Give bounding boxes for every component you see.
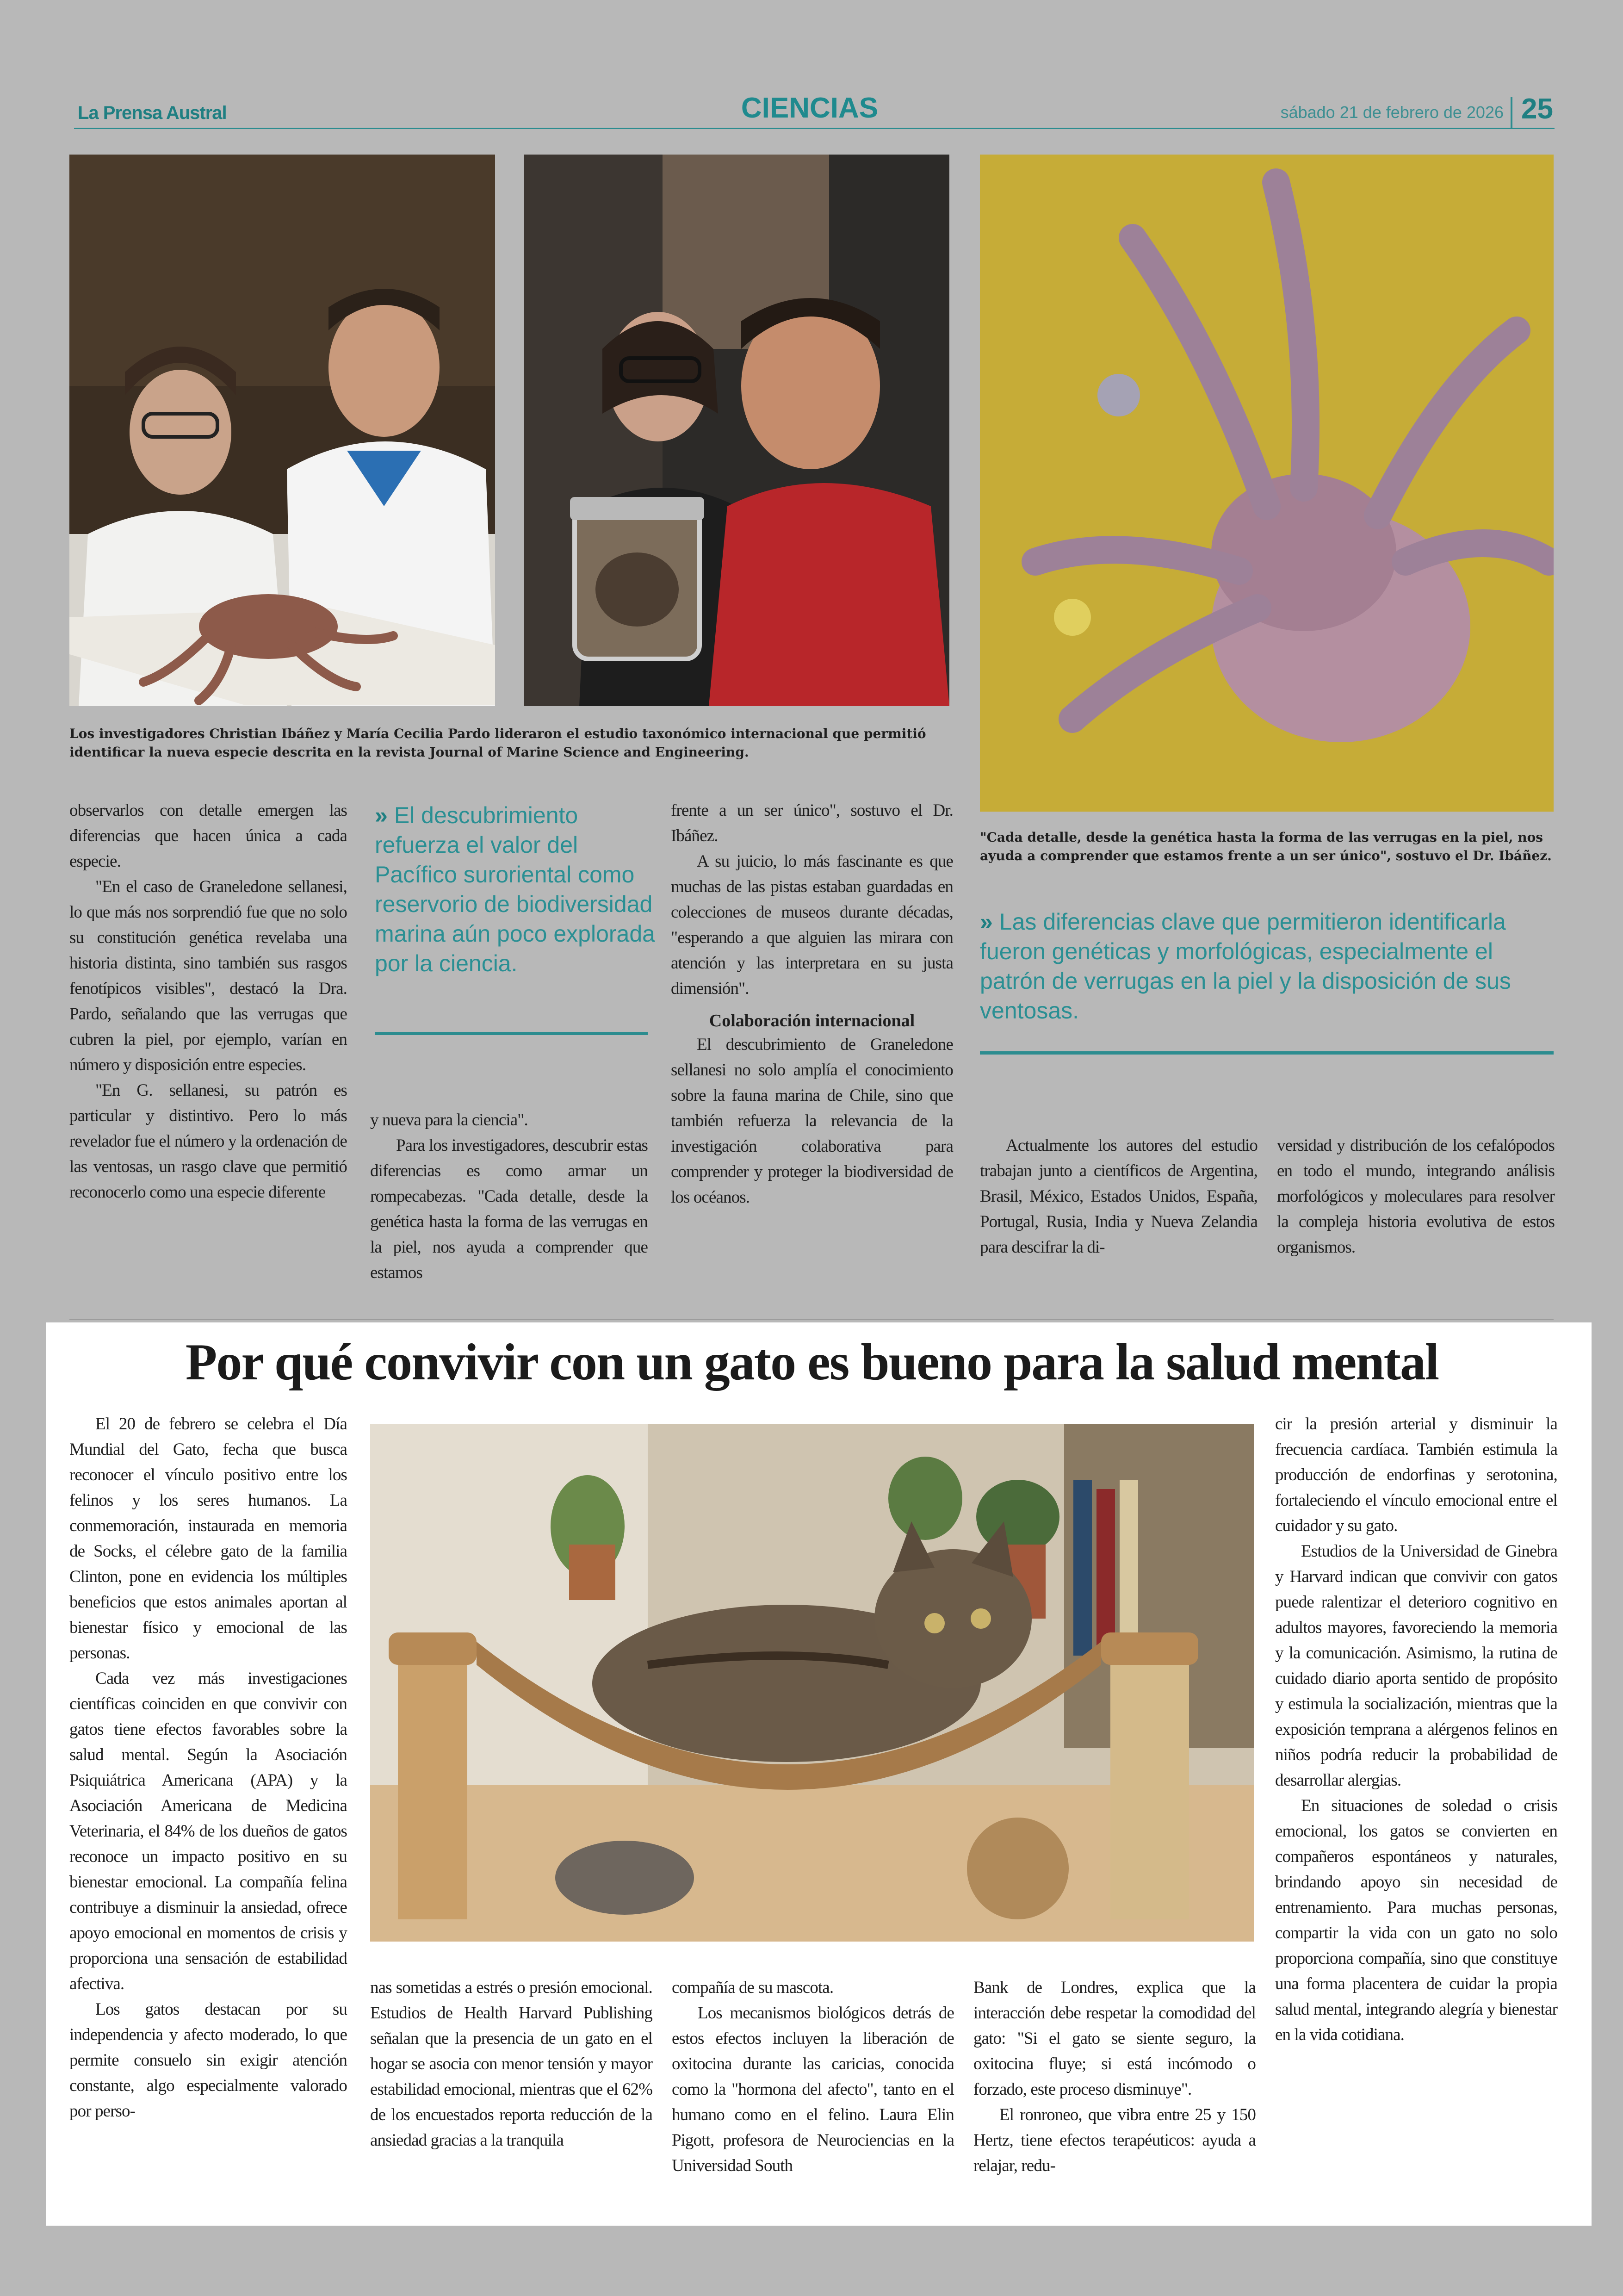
paragraph: Bank de Londres, explica que la interacción debe respetar la comodidad del gato: "Si el gato se siente seguro, la oxitocina fluye; si está incómodo o forzado, este proceso disminuye".	[973, 1978, 1256, 2099]
octopus-column-5	[1277, 1133, 1555, 1260]
paragraph: versidad y distribución de los cefalópodos en todo el mundo, integrando análisis morfológicos y moleculares para resolver la compleja historia evolutiva de estos organismos.	[1277, 1136, 1555, 1257]
section-title: CIENCIAS	[741, 92, 879, 124]
cat-right-column	[1275, 1411, 1557, 2048]
page-number: 25	[1521, 93, 1553, 125]
pull-quote-text: El descubrimiento refuerza el valor del Pacífico suroriental como reservorio de biodiversidad marina aún poco explorada por la ciencia.	[375, 802, 655, 976]
paragraph: El 20 de febrero se celebra el Día Mundial del Gato, fecha que busca reconocer el vínculo positivo entre los felinos y los seres humanos. La conmemoración, instaurada en memoria de Socks, el célebre gato de la familia Clinton, pone en evidencia los múltiples beneficios que estos animales aportan al bienestar físico y emocional de las personas.	[69, 1415, 347, 1663]
octopus-column-2	[370, 1107, 648, 1285]
cat-left-column	[69, 1411, 347, 2124]
header-rule	[74, 128, 1555, 129]
header-divider	[1511, 97, 1512, 129]
paragraph: "En el caso de Graneledone sellanesi, lo que más nos sorprendió fue que no solo su constitución genética revelaba una historia distinta, sino también sus rasgos fenotípicos visibles", destacó la Dra. Pardo, señalando que las verrugas que cubren la piel, por ejemplo, varían en número y disposición entre especies.	[69, 877, 347, 1074]
paragraph: cir la presión arterial y disminuir la frecuencia cardíaca. También estimula la producción de endorfinas y serotonina, fortaleciendo el vínculo emocional entre el cuidador y su gato.	[1275, 1415, 1557, 1535]
photo-researchers-lab	[69, 155, 495, 706]
double-chevron-right-icon: »	[375, 802, 388, 828]
octopus-column-3	[671, 798, 953, 1210]
paragraph: nas sometidas a estrés o presión emocional. Estudios de Health Harvard Publishing señalan que la presencia de un gato en el hogar se asocia con menor tensión y mayor estabilidad emocional, mientras que el 62% de los encuestados reporta reducción de la ansiedad gracias a la tranquila	[370, 1978, 652, 2150]
paragraph: frente a un ser único", sostuvo el Dr. Ibáñez.	[671, 801, 953, 845]
cat-headline: Por qué convivir con un gato es bueno para la salud mental	[185, 1334, 1439, 1391]
article-separator	[69, 1319, 1554, 1320]
pull-quote-1	[375, 800, 657, 978]
date-line: sábado 21 de febrero de 2026	[1280, 103, 1504, 122]
paragraph: Los mecanismos biológicos detrás de estos efectos incluyen la liberación de oxitocina durante las caricias, conocida como la "hormona del afecto", tanto en el humano como en el felino. Laura Elin Pigott, profesora de Neurociencias en la Universidad South	[672, 2004, 954, 2175]
paragraph: Para los investigadores, descubrir estas diferencias es como armar un rompecabezas. "Cada detalle, desde la genética hasta la forma de las verrugas en la piel, nos ayuda a comprender que estamos	[370, 1136, 648, 1282]
paragraph: observarlos con detalle emergen las diferencias que hacen única a cada especie.	[69, 801, 347, 871]
pull-quote-rule	[980, 1051, 1554, 1055]
right-photo-caption: "Cada detalle, desde la genética hasta la forma de las verrugas en la piel, nos ayuda a comprender que estamos frente a un ser único", sostuvo el Dr. Ibáñez.	[980, 830, 1552, 863]
pull-quote-2	[980, 907, 1554, 1025]
subheading: Colaboración internacional	[709, 1011, 915, 1030]
paragraph: El ronroneo, que vibra entre 25 y 150 Hertz, tiene efectos terapéuticos: ayuda a relajar, redu-	[973, 2105, 1256, 2175]
pull-quote-text: Las diferencias clave que permitieron identificarla fueron genéticas y morfológicas, especialmente el patrón de verrugas en la piel y la disposición de sus ventosas.	[980, 909, 1511, 1024]
cat-mid-column-3	[973, 1975, 1256, 2178]
cat-mid-column-1	[370, 1975, 652, 2153]
photo-caption: Los investigadores Christian Ibáñez y María Cecilia Pardo lideraron el estudio taxonómico internacional que permitió identificar la nueva especie descrita en la revista Journal of Marine Science and Engineering.	[69, 726, 926, 760]
octopus-column-1	[69, 798, 347, 1205]
photo-octopus-image	[980, 155, 1554, 812]
paragraph: compañía de su mascota.	[672, 1978, 834, 1997]
paragraph: y nueva para la ciencia".	[370, 1111, 528, 1129]
paper-name: La Prensa Austral	[78, 103, 227, 123]
photo-lab-image	[69, 155, 495, 706]
photo-researchers-jar	[524, 155, 949, 706]
photo-jar-image	[524, 155, 949, 706]
pull-quote-rule	[375, 1032, 648, 1035]
paragraph: "En G. sellanesi, su patrón es particular y distintivo. Pero lo más revelador fue el número y la ordenación de las ventosas, un rasgo clave que permitió reconocerlo como una especie diferente	[69, 1081, 347, 1202]
paragraph: En situaciones de soledad o crisis emocional, los gatos se convierten en compañeros espontáneos y naturales, brindando apoyo sin necesidad de entrenamiento. Para muchas personas, compartir la vida con un gato no solo proporciona compañía, sino que constituye una forma placentera de cuidar la propia salud mental, integrando alegría y bienestar en la vida cotidiana.	[1275, 1796, 1557, 2044]
paragraph: Cada vez más investigaciones científicas coinciden en que convivir con gatos tiene efectos favorables sobre la salud mental. Según la Asociación Psiquiátrica Americana (APA) y la Asociación Americana de Medicina Veterinaria, el 84% de los dueños de gatos reconoce un impacto positivo en su bienestar emocional. La compañía felina contribuye a disminuir la ansiedad, ofrece apoyo emocional en momentos de crisis y proporciona una sensación de estabilidad afectiva.	[69, 1669, 347, 1993]
paragraph: A su juicio, lo más fascinante es que muchas de las pistas estaban guardadas en colecciones de museos durante décadas, "esperando a que alguien las mirara con atención y las interpretara en su justa dimensión".	[671, 852, 953, 998]
photo-cat-hammock	[370, 1424, 1254, 1942]
paragraph: Los gatos destacan por su independencia y afecto moderado, lo que permite consuelo sin exigir atención constante, algo especialmente valorado por perso-	[69, 2000, 347, 2121]
paragraph: El descubrimiento de Graneledone sellanesi no solo amplía el conocimiento sobre la fauna marina de Chile, sino que también refuerza la relevancia de la investigación colaborativa para comprender y proteger la biodiversidad de los océanos.	[671, 1035, 953, 1207]
paragraph: Estudios de la Universidad de Ginebra y Harvard indican que convivir con gatos puede ralentizar el deterioro cognitivo en adultos mayores, favoreciendo la memoria y la comunicación. Asimismo, la rutina de cuidado diario aporta sentido de propósito y estimula la socialización, mientras que la exposición temprana a alérgenos felinos en niños podría reducir la probabilidad de desarrollar alergias.	[1275, 1542, 1557, 1790]
double-chevron-right-icon: »	[980, 909, 993, 935]
paragraph: Actualmente los autores del estudio trabajan junto a científicos de Argentina, Brasil, México, Estados Unidos, España, Portugal, Rusia, India y Nueva Zelandia para descifrar la di-	[980, 1136, 1258, 1257]
photo-octopus-specimen	[980, 155, 1554, 812]
octopus-column-4	[980, 1133, 1258, 1260]
cat-mid-column-2	[672, 1975, 954, 2178]
photo-cat-image	[370, 1424, 1254, 1942]
